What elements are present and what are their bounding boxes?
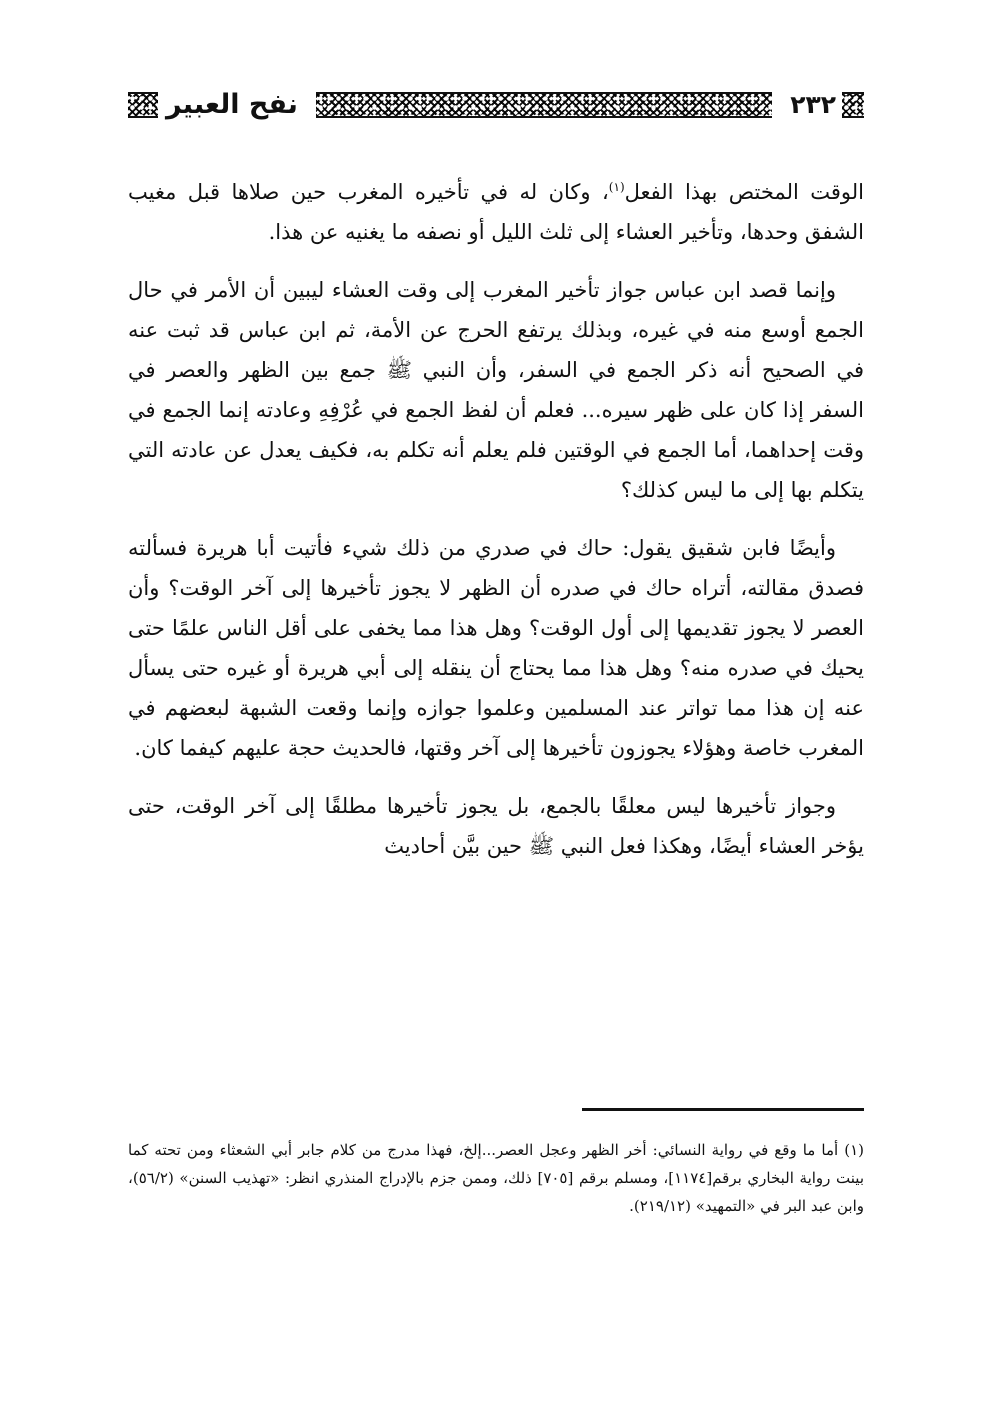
footnote-1: (١) أما ما وقع في رواية النسائي: أخر الظهر وعجل العصر...إلخ، فهذا مدرج من كلام جابر أبي الشعثاء ومن تحته كما بينت رواية البخاري برقم[١١٧٤]، ومسلم برقم [٧٠٥] ذلك، وممن جزم بالإدراج المنذري انظر: «تهذيب السنن» (٥٦/٢)، وابن عبد البر في «التمهيد» (٢١٩/١٢). (128, 1141, 864, 1215)
header-ornament-band (316, 92, 772, 118)
header-ornament-left (128, 92, 158, 118)
page-header (128, 86, 864, 124)
footnote-separator (582, 1108, 864, 1111)
paragraph-1-start: الوقت المختص بهذا الفعل (624, 180, 864, 204)
paragraph-4: وجواز تأخيرها ليس معلقًا بالجمع، بل يجوز تأخيرها مطلقًا إلى آخر الوقت، حتى يؤخر العشاء أيضًا، وهكذا فعل النبي ﷺ حين بيَّن أحاديث (128, 794, 864, 858)
paragraph-1-end: ، وكان له في تأخيره المغرب حين صلاها قبل مغيب الشفق وحدها، وتأخير العشاء إلى ثلث الليل أو نصفه ما يغنيه عن هذا. (128, 180, 864, 244)
main-text (128, 172, 864, 884)
paragraph-1 (128, 172, 864, 252)
paragraph-3: وأيضًا فابن شقيق يقول: حاك في صدري من ذلك شيء فأتيت أبا هريرة فسألته فصدق مقالته، أتراه حاك في صدره أن الظهر لا يجوز تأخيرها إلى آخر الوقت؟ وأن العصر لا يجوز تقديمها إلى أول الوقت؟ وهل هذا مما يخفى على أقل الناس علمًا حتى يحيك في صدره منه؟ وهل هذا مما يحتاج أن ينقله إلى أبي هريرة أو غيره حتى يسأل عنه إن هذا مما تواتر عند المسلمين وعلموا جوازه وإنما وقعت الشبهة لبعضهم في المغرب خاصة وهؤلاء يجوزون تأخيرها إلى آخر وقتها، فالحديث حجة عليهم كيفما كان. (128, 536, 864, 760)
footnote-section (128, 1136, 864, 1220)
header-ornament-right (842, 92, 864, 118)
footnote-reference[interactable]: (١) (608, 180, 625, 194)
paragraph-2: وإنما قصد ابن عباس جواز تأخير المغرب إلى وقت العشاء ليبين أن الأمر في حال الجمع أوسع منه في غيره، وبذلك يرتفع الحرج عن الأمة، ثم ابن عباس قد ثبت عنه في الصحيح أنه ذكر الجمع في السفر، وأن النبي ﷺ جمع بين الظهر والعصر في السفر إذا كان على ظهر سيره... فعلم أن لفظ الجمع في عُرْفِهِ وعادته إنما الجمع في وقت إحداهما، أما الجمع في الوقتين فلم يعلم أنه تكلم به، فكيف يعدل عن عادته التي يتكلم بها إلى ما ليس كذلك؟ (128, 278, 864, 502)
page-number: ٢٣٢ (790, 90, 836, 119)
book-title: نفح العبير (166, 89, 298, 120)
